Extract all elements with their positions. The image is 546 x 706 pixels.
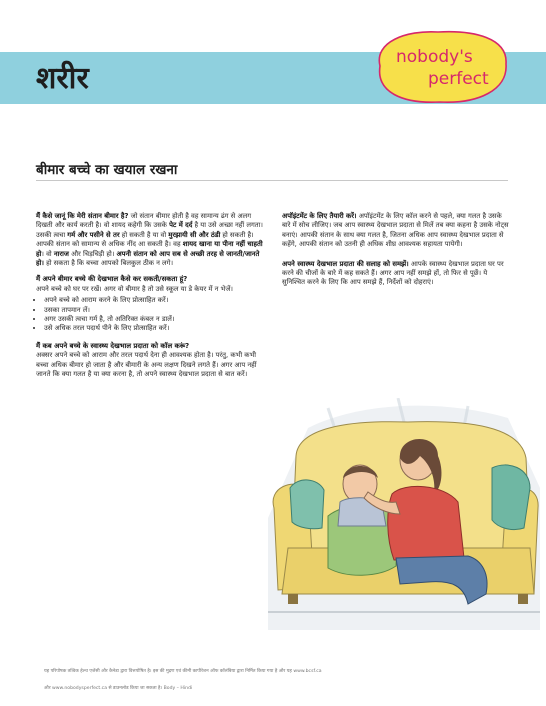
text-run: । वो (41, 249, 54, 258)
paragraph-when-to-call: अक्सर अपने बच्चे को आराम और तरल पदार्थ देना ही आवश्यक होता है। परंतु, कभी कभी बच्चा अधिक बीमार हो जाता है और बीमारी के अन्य लक्षण दिखने लगते हैं। अगर आप नहीं जानते कि क्या गलत है या क्या करना है, तो अपने स्वास्थ्य देखभाल प्रदाता से बात करें। (36, 351, 257, 379)
text-run: है या उसे अच्छा नहीं लगता। उसकी त्वचा (36, 221, 263, 239)
left-column (36, 212, 268, 387)
bold-run: अपॉइंटमेंट के लिए तैयारी करें। (282, 212, 357, 220)
text-run: हो सकता है कि बच्चा आपको बिलकुल ठीक न लगे। (43, 259, 174, 268)
care-list (36, 296, 268, 334)
divider (36, 180, 508, 181)
bold-run: शायद खाना या पीना नहीं चाहती हो (36, 240, 263, 258)
bold-run: मुरझायी सी और ठंडी (168, 230, 221, 239)
list-item: • उसे अधिक तरल पदार्थ पीने के लिए प्रोत्साहित करें। (44, 324, 268, 333)
heading-care: मैं अपने बीमार बच्चे की देखभाल कैसे कर सकती/सकता हूं? (36, 275, 188, 284)
paragraph-care: अपने बच्चे को घर पर रखें। अगर वो बीमार है तो उसे स्कूल या डे केयर में न भेजें। (36, 284, 233, 293)
footer-credit: यह परिपोषक तत्विक हेल्थ एजेंसी और कैनेडा द्वारा वित्तपोषित है। इस की मुद्रण एवं कीमी कापीरेशन ऑफ कॉलंबिया द्वारा निर्मित किया गया है और यह www.bcsf.ca (44, 669, 322, 674)
text-run: आपके स्वास्थ्य देखभाल प्रदाता घर पर करने की चीजों के बारे में कह सकते हैं। अगर आप नहीं समझे हों, तो फिर से पूछें। ये सुनिश्चित करने के लिए कि आप समझे हैं, निर्देशों को दोहराएं। (282, 259, 504, 287)
bold-run: नाराज (53, 249, 69, 258)
right-column (282, 212, 510, 295)
paragraph-advice (282, 260, 510, 288)
logo-text-bottom: perfect (428, 69, 489, 89)
text-run: अपॉइंटमेंट के लिए कॉल करने से पहले, क्या गलत है उसके बारे में सोच लीजिए। जब आप स्वास्थ्य देखभाल प्रदाता से मिलें तब क्या कहना है उसके नोट्स बनाएं। आपकी संतान के साथ क्या गलत है, जितना अधिक आप स्वास्थ्य देखभाल प्रदाता से कहेंगे, आपकी संतान को उतनी ही अधिक शीघ्र आवश्यक सहायता पायेगी। (282, 212, 509, 249)
heading-when-to-call: मैं कब अपने बच्चे के स्वास्थ्य देखभाल प्रदाता को कॉल करूं? (36, 341, 190, 350)
text-run: हो सकती है। आपकी संतान को सामान्य से अधिक नींद आ सकती है। वह (36, 230, 254, 249)
paragraph-appointment (282, 212, 510, 250)
text-run: और चिड़चिड़ी हो। (68, 249, 117, 258)
question-heading: मैं कैसे जानूं कि मेरी संतान बीमार है? (36, 212, 129, 220)
parent-child-illustration (268, 398, 540, 630)
section-subtitle: बीमार बच्चे का खयाल रखना (36, 162, 178, 178)
nobodys-perfect-logo (366, 26, 514, 108)
text-run: हो सकती है या वो (119, 230, 169, 239)
page-title: शरीर (36, 61, 89, 96)
bold-run: अपनी संतान को आप सब से अच्छी तरह से जानती/जानते हो। (36, 249, 260, 268)
bold-run: अपने स्वास्थ्य देखभाल प्रदाता की सलाह को समझें। (282, 259, 409, 268)
text-run: जो संतान बीमार होती है वह सामान्य ढंग से अलग दिखती और कार्य करती है। वो शायद कहेगी कि उसके (36, 212, 252, 230)
list-item: • अपने बच्चे को आराम करने के लिए प्रोत्साहित करें। (44, 296, 268, 305)
logo-text-top: nobody's (396, 47, 473, 67)
bold-run: गर्म और पसीने से तर (67, 230, 120, 239)
list-item: • उसका तापमान लें। (44, 306, 268, 315)
bold-run: पेट में दर्द (169, 221, 193, 230)
list-item: • अगर उसकी त्वचा गर्म है, तो अतिरिक्त कंबल न डालें। (44, 315, 268, 324)
footer-download: और www.nobodysperfect.ca से डाउनलोड किया जा सकता है। Body – Hindi (44, 686, 193, 691)
paragraph-sick-signs (36, 212, 268, 268)
